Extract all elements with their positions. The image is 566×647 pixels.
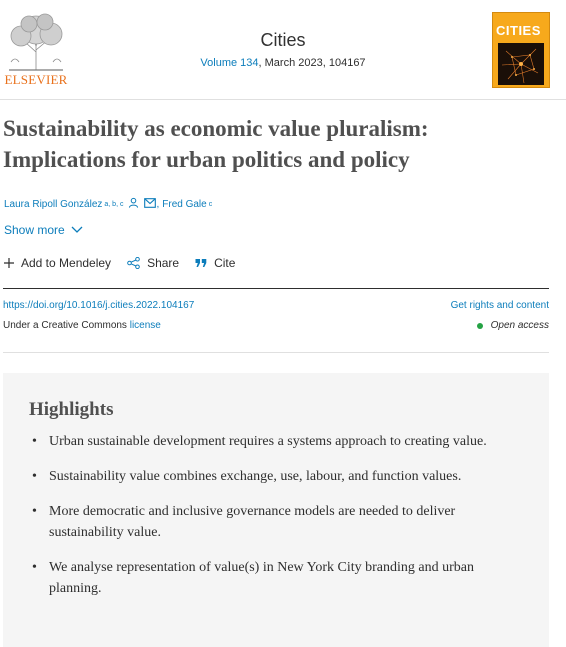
- bullet: •: [32, 469, 37, 484]
- show-more-label: Show more: [4, 223, 65, 237]
- author-name[interactable]: Laura Ripoll González: [4, 198, 103, 210]
- highlight-text: We analyse representation of value(s) in New York City branding and urban planning.: [49, 560, 474, 596]
- cite-button[interactable]: [195, 256, 235, 270]
- list-item: [29, 501, 523, 543]
- open-access-badge: [477, 320, 549, 331]
- journal-info: [0, 30, 566, 69]
- highlight-text: Sustainability value combines exchange, use, labour, and function values.: [49, 469, 462, 484]
- license-text: [3, 320, 161, 331]
- quote-icon: [195, 258, 207, 268]
- email-icon[interactable]: [144, 198, 156, 211]
- list-item: [29, 466, 523, 487]
- article-actions: [4, 256, 251, 270]
- share-button[interactable]: [127, 256, 179, 270]
- license-prefix: Under a Creative Commons: [3, 320, 130, 331]
- article-title: Sustainability as economic value pluralism: Implications for urban politics and policy: [3, 116, 429, 172]
- journal-name[interactable]: Cities: [260, 30, 306, 50]
- highlight-text: More democratic and inclusive governance models are needed to deliver sustainability value.: [49, 504, 456, 540]
- add-to-mendeley-button[interactable]: [4, 256, 111, 270]
- plus-icon: [4, 258, 14, 268]
- bullet: •: [32, 434, 37, 449]
- rights-link[interactable]: Get rights and content: [450, 300, 549, 311]
- license-link[interactable]: license: [129, 320, 161, 331]
- divider: [3, 288, 549, 289]
- bullet: •: [32, 504, 37, 519]
- author-affiliations[interactable]: a, b, c: [104, 200, 124, 208]
- open-access-dot-icon: [477, 323, 483, 329]
- bullet: •: [32, 560, 37, 575]
- show-more-button[interactable]: [4, 223, 83, 237]
- author-name[interactable]: Fred Gale: [162, 198, 207, 210]
- author-list: [4, 197, 212, 211]
- elsevier-wordmark: ELSEVIER: [4, 72, 68, 87]
- doi-link[interactable]: https://doi.org/10.1016/j.cities.2022.104167: [3, 300, 195, 311]
- highlights-heading: Highlights: [29, 399, 114, 420]
- issue-details: , March 2023, 104167: [258, 57, 366, 69]
- cite-label: Cite: [214, 256, 236, 270]
- list-item: [29, 557, 523, 599]
- cover-title: CITIES: [496, 23, 541, 38]
- chevron-down-icon: [71, 226, 83, 234]
- open-access-label: Open access: [490, 320, 549, 331]
- share-label: Share: [147, 256, 180, 270]
- add-to-mendeley-label: Add to Mendeley: [21, 256, 112, 270]
- divider: [3, 352, 549, 353]
- highlights-panel: [3, 373, 549, 647]
- author-separator: ,: [156, 198, 160, 210]
- highlights-list: [29, 431, 523, 599]
- volume-link[interactable]: Volume 134: [200, 57, 259, 69]
- city-network-icon: [498, 43, 544, 85]
- issue-meta: [0, 57, 566, 69]
- cover-image: [498, 43, 544, 85]
- highlight-text: Urban sustainable development requires a systems approach to creating value.: [49, 434, 487, 449]
- person-icon[interactable]: [128, 197, 139, 211]
- article-header: [0, 0, 566, 100]
- share-icon: [127, 257, 140, 269]
- list-item: [29, 431, 523, 452]
- author-affiliations[interactable]: c: [208, 200, 213, 208]
- journal-cover[interactable]: [492, 12, 550, 88]
